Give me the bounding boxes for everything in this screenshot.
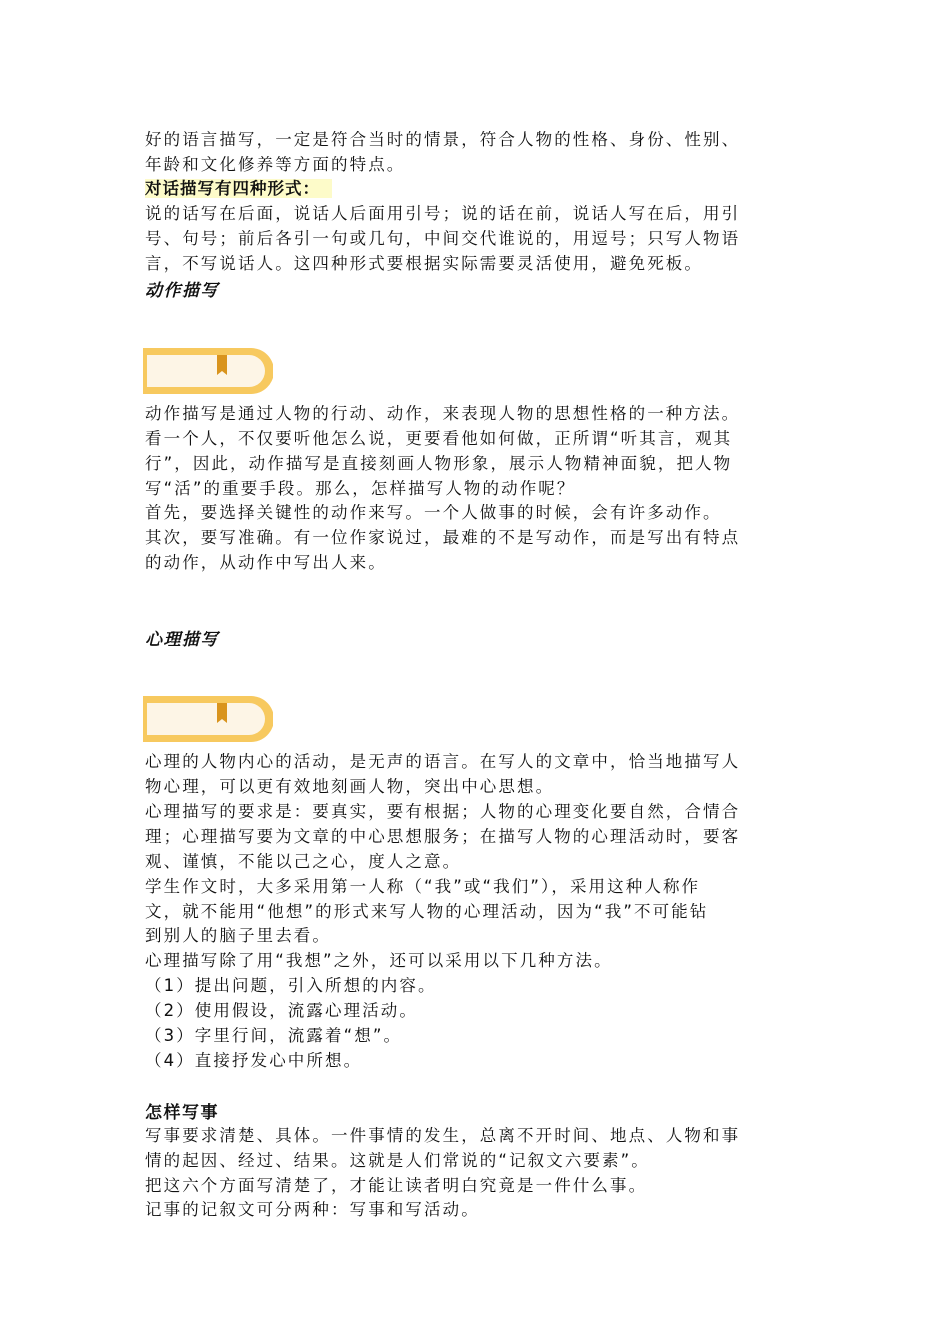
paragraph-line: 看一个人，不仅要听他怎么说，更要看他如何做，正所谓“听其言，观其 xyxy=(145,429,733,448)
paragraph-line: 其次，要写准确。有一位作家说过，最难的不是写动作，而是写出有特点 xyxy=(145,528,741,547)
paragraph-line: 行”，因此，动作描写是直接刻画人物形象，展示人物精神面貌，把人物 xyxy=(145,454,733,473)
paragraph-line: 言，不写说话人。这四种形式要根据实际需要灵活使用，避免死板。 xyxy=(145,254,703,273)
list-item: （1）提出问题，引入所想的内容。 xyxy=(145,976,437,995)
paragraph-line: 心理的人物内心的活动，是无声的语言。在写人的文章中，恰当地描写人 xyxy=(145,752,741,771)
paragraph-line: 观、谨慎，不能以己之心，度人之意。 xyxy=(145,852,462,871)
event-heading: 怎样写事 xyxy=(145,1103,219,1123)
paragraph-line: 理；心理描写要为文章的中心思想服务；在描写人物的心理活动时，要客 xyxy=(145,827,741,846)
paragraph-line: 的动作，从动作中写出人来。 xyxy=(145,553,387,572)
paragraph-line: 写事要求清楚、具体。一件事情的发生，总离不开时间、地点、人物和事 xyxy=(145,1126,741,1145)
dialog-heading xyxy=(145,176,815,201)
paragraph-line: 文，就不能用“他想”的形式来写人物的心理活动，因为“我”不可能钻 xyxy=(145,902,709,921)
book-icon xyxy=(143,696,273,742)
paragraph-line: 年龄和文化修养等方面的特点。 xyxy=(145,155,406,174)
paragraph-line: 动作描写是通过人物的行动、动作，来表现人物的思想性格的一种方法。 xyxy=(145,404,741,423)
paragraph-line: 说的话写在后面，说话人后面用引号；说的话在前，说话人写在后，用引 xyxy=(145,204,741,223)
list-item: （3）字里行间，流露着“想”。 xyxy=(145,1026,403,1045)
paragraph-line: 写“活”的重要手段。那么，怎样描写人物的动作呢？ xyxy=(145,479,576,498)
action-heading: 动作描写 xyxy=(145,281,219,301)
paragraph-line: 首先，要选择关键性的动作来写。一个人做事的时候，会有许多动作。 xyxy=(145,503,722,522)
paragraph-line: 把这六个方面写清楚了，才能让读者明白究竟是一件什么事。 xyxy=(145,1176,648,1195)
paragraph-line: 学生作文时，大多采用第一人称（“我”或“我们”），采用这种人称作 xyxy=(145,877,701,896)
paragraph-line: 号、句号；前后各引一句或几句，中间交代谁说的，用逗号；只写人物语 xyxy=(145,229,741,248)
paragraph-line: 情的起因、经过、结果。这就是人们常说的“记叙文六要素”。 xyxy=(145,1151,650,1170)
paragraph-line: 到别人的脑子里去看。 xyxy=(145,926,331,945)
dialog-heading-text: 对话描写有四种形式： xyxy=(145,179,332,198)
paragraph-line: 好的语言描写，一定是符合当时的情景，符合人物的性格、身份、性别、 xyxy=(145,130,741,149)
book-icon xyxy=(143,348,273,394)
list-item: （4）直接抒发心中所想。 xyxy=(145,1051,363,1070)
paragraph-line: 心理描写的要求是：要真实，要有根据；人物的心理变化要自然，合情合 xyxy=(145,802,741,821)
paragraph-line: 心理描写除了用“我想”之外，还可以采用以下几种方法。 xyxy=(145,951,613,970)
paragraph-line: 物心理，可以更有效地刻画人物，突出中心思想。 xyxy=(145,777,555,796)
paragraph-line: 记事的记叙文可分两种：写事和写活动。 xyxy=(145,1200,480,1219)
mind-heading: 心理描写 xyxy=(145,630,219,650)
list-item: （2）使用假设，流露心理活动。 xyxy=(145,1001,418,1020)
